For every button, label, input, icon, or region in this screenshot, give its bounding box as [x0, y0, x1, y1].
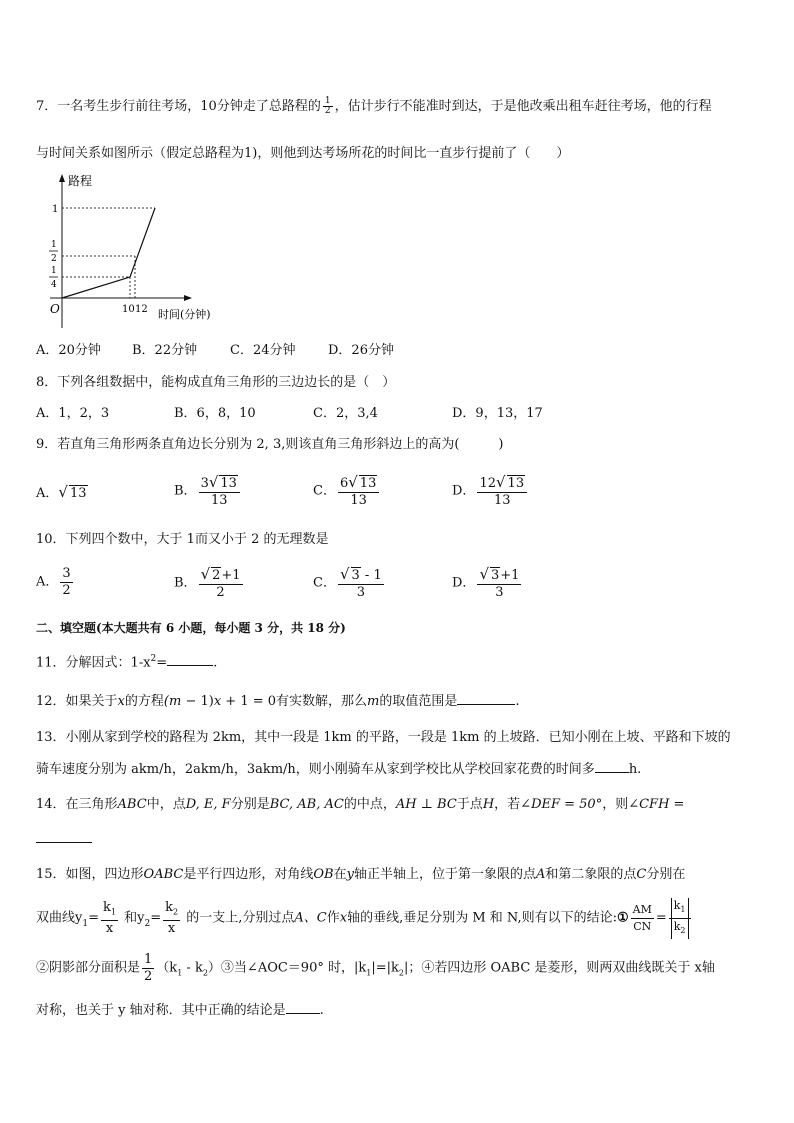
q7-text-b: ，估计步行不能准时到达，于是他改乘出租车赶往考场，他的行程	[334, 99, 712, 114]
x-axis-title: 时间(分钟)	[158, 308, 211, 321]
q15-line1: 15．如图，四边形OABC是平行四边形，对角线OB在y轴正半轴上，位于第一象限的点A和第二象限的点C分别在	[36, 867, 686, 882]
sqrt-icon: √	[208, 473, 219, 491]
section-heading: 二、填空题(本大题共有 6 小题，每小题 3 分，共 18 分)	[36, 621, 346, 635]
q15-line2: 双曲线$y_1=$ $\frac{k_1}{x}$ 和$y_2=$ $\frac{k_2}{x}$ 的一支上,分别过点A、C作x轴的垂线,垂足分别为 M 和 N,则有以下的结论:① $\frac{AM}{CN}$ = $\frac{k_1}{k_2}$	[36, 898, 693, 939]
q9-b-fraction: $\frac{3√ 13}{13}$	[199, 474, 240, 509]
y-label-quarter-num: 1	[51, 266, 57, 276]
q13-line2: 骑车速度分别为 akm/h，2akm/h，3akm/h，则小刚骑车从家到学校比从学校回家花费的时间多 h.	[36, 762, 642, 777]
q9-option-c: C． $\frac{6√ 13}{13}$	[313, 474, 381, 509]
y-label-half-num: 1	[51, 240, 57, 250]
y-label-half-den: 2	[51, 254, 57, 264]
answer-blank	[595, 760, 629, 773]
y-label-quarter-den: 4	[51, 280, 57, 290]
q15-line3: ②阴影部分面积是 $\frac{1}{2}$ （$k_1$ - $k_2)③$当∠AOC＝90° 时，$|k_1|=|k_2|$；④若四边形 OABC 是菱形，则两双曲线既关于 x轴	[36, 952, 715, 984]
q14: 14．在三角形ABC中，点D, E, F分别是BC, AB, AC的中点，AH ⊥ BC于点H，若∠DEF = 50°，则∠CFH =	[36, 797, 685, 812]
q7-line1	[36, 97, 712, 116]
travel-path-line	[62, 208, 155, 298]
q10-stem: 10．下列四个数中，大于 1而又小于 2 的无理数是	[36, 532, 329, 547]
q9-d-fraction: $\frac{12√ 13}{13}$	[477, 474, 527, 509]
q8-option-a: A．1，2，3	[36, 406, 110, 421]
q10-option-d: D． $\frac{√ 3+1}{3}$	[452, 565, 520, 600]
q11: 11．分解因式：$1-x^2=$ .	[36, 654, 218, 671]
q15-abs-k-ratio: $\frac{k_1}{k_2}$	[669, 898, 691, 939]
q8-option-c: C．2，3,4	[313, 406, 378, 421]
q7-option-b: B．22分钟	[132, 343, 198, 358]
answer-blank	[286, 1001, 320, 1014]
y-axis-title: 路程	[68, 174, 93, 188]
q7-distance-time-graph	[30, 170, 270, 330]
answer-blank	[167, 653, 213, 666]
q10-d-fraction: $\frac{√ 3+1}{3}$	[479, 565, 520, 600]
q15-k2-over-x: $\frac{k_2}{x}$	[165, 899, 179, 937]
q9-c-fraction: $\frac{6√ 13}{13}$	[338, 474, 379, 509]
sqrt-icon: √	[58, 483, 68, 501]
q7-line2: 与时间关系如图所示（假定总路程为1)，则他到达考场所花的时间比一直步行提前了（ ）	[36, 146, 570, 161]
sqrt-icon: √	[200, 565, 211, 583]
q7-option-a: A．20分钟	[36, 343, 101, 358]
q7-option-c: C．24分钟	[230, 343, 296, 358]
origin-label: O	[50, 302, 60, 316]
q8-option-b: B．6，8，10	[174, 406, 256, 421]
q9-option-b: B． $\frac{3√ 13}{13}$	[174, 474, 242, 509]
x-label-12: 12	[135, 304, 148, 315]
q15-k1-over-x: $\frac{k_1}{x}$	[103, 899, 116, 937]
q7-text-a: 7．一名考生步行前往考场，10分钟走了总路程的	[36, 99, 321, 114]
q7-option-d: D．26分钟	[328, 343, 394, 358]
x-label-10: 10	[122, 304, 135, 315]
q13-line1: 13．小刚从家到学校的路程为 2km，其中一段是 1km 的平路，一段是 1km 的上坡路．已知小刚在上坡、平路和下坡的	[36, 730, 731, 745]
answer-blank	[457, 692, 515, 705]
q8-option-d: D．9，13，17	[452, 406, 543, 421]
q15-am-over-cn: $\frac{AM}{CN}$	[632, 903, 652, 934]
q8-stem: 8．下列各组数据中，能构成直角三角形的三边边长的是（ ）	[36, 375, 396, 390]
q9-option-d: D． $\frac{12√ 13}{13}$	[452, 474, 529, 509]
sqrt-icon: √	[339, 565, 350, 583]
q10-c-fraction: $\frac{√ 3 - 1}{3}$	[339, 565, 382, 600]
y-label-1: 1	[52, 204, 59, 215]
q9-option-a: A．√ 13	[36, 483, 87, 501]
q15-line4: 对称，也关于 y 轴对称．其中正确的结论是 .	[36, 1003, 324, 1018]
q10-b-fraction: $\frac{√ 2+1}{2}$	[200, 565, 241, 600]
y-axis-arrow-icon	[59, 174, 65, 182]
q10-option-a: A． $\frac{3}{2}$	[36, 566, 71, 598]
sqrt-icon: √	[479, 565, 489, 583]
q15-half-fraction: $\frac{1}{2}$	[144, 952, 153, 984]
q7-fraction-half: $\frac{1}{2}$	[324, 96, 331, 116]
x-axis-arrow-icon	[184, 295, 192, 301]
sqrt-icon: √	[495, 473, 506, 491]
q14-answer-blank	[36, 830, 92, 848]
q9-stem: 9．若直角三角形两条直角边长分别为 2, 3,则该直角三角形斜边上的高为( )	[36, 437, 504, 452]
q10-a-fraction: $\frac{3}{2}$	[62, 566, 71, 598]
q10-option-b: B． $\frac{√ 2+1}{2}$	[174, 565, 241, 600]
q10-option-c: C． $\frac{√ 3 - 1}{3}$	[313, 565, 382, 600]
q12: 12．如果关于x的方程(m − 1)x + 1 = 0有实数解，那么m的取值范围是 .	[36, 694, 520, 709]
sqrt-icon: √	[348, 473, 358, 491]
